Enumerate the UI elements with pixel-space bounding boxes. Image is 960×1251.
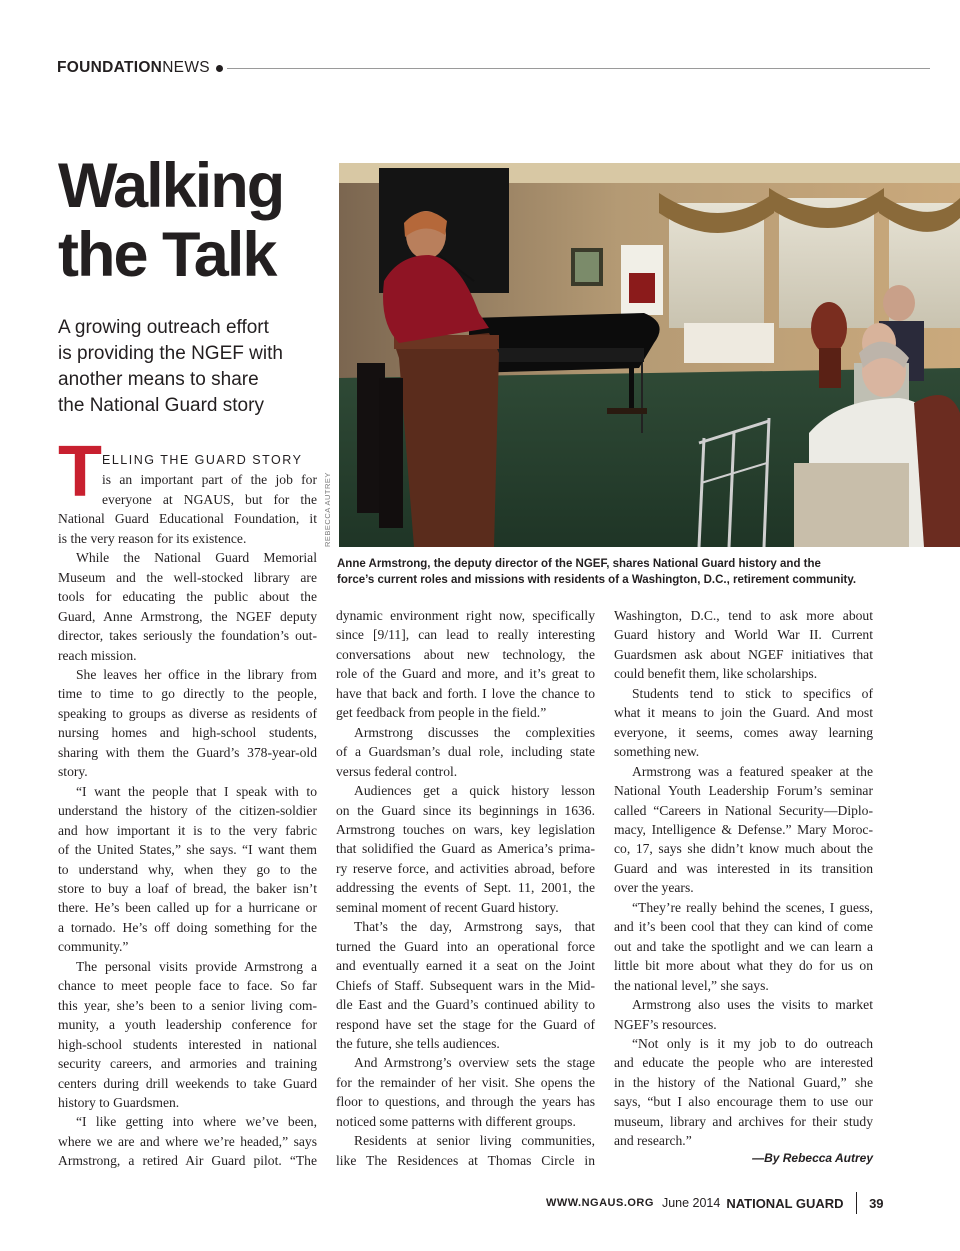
body-line: and how important it is to the very fabric bbox=[58, 822, 317, 838]
deck-line: A growing outreach effort bbox=[58, 317, 269, 338]
body-line: macy, Intelligence & Defense.” Mary Moroc- bbox=[614, 821, 873, 837]
body-line: and eventually earned it a seat on the Joint bbox=[336, 958, 595, 974]
body-line: in the history of the National Guard,” she bbox=[614, 1074, 873, 1090]
body-line: Armstrong discusses the complexities bbox=[354, 724, 595, 740]
body-line: respond have set the stage for the Guard of bbox=[336, 1016, 595, 1032]
body-line: “They’re really behind the scenes, I guess, bbox=[632, 899, 873, 915]
deck-line: another means to share bbox=[58, 369, 259, 390]
body-line: high-school students interested in national bbox=[58, 1036, 317, 1052]
drop-cap: T bbox=[58, 432, 102, 512]
photo-credit: REBECCA AUTREY bbox=[323, 472, 332, 547]
body-line: Students tend to stick to specifics of bbox=[632, 685, 873, 701]
section-label-light: NEWS bbox=[162, 59, 210, 76]
body-line: over the years. bbox=[614, 880, 694, 896]
body-line: little bit more about what they do for us on bbox=[614, 958, 873, 974]
body-line: conversations about new technology, the bbox=[336, 646, 595, 662]
body-line: Museum and the well-stocked library are bbox=[58, 569, 317, 585]
body-line: time to time to go directly to the people, bbox=[58, 686, 317, 702]
body-line: could benefit them, like scholarships. bbox=[614, 666, 818, 682]
body-line: Guard history and World War II. Current bbox=[614, 627, 873, 643]
body-line: co, 17, says she didn’t know much about the bbox=[614, 841, 873, 857]
body-line: for the remainder of her visit. She opens the bbox=[336, 1074, 595, 1090]
body-line: get feedback from people in the field.” bbox=[336, 705, 547, 721]
body-line: reach mission. bbox=[58, 647, 137, 663]
body-column-1 bbox=[58, 451, 317, 1171]
body-column-2 bbox=[336, 606, 595, 1170]
body-line: ry reserve force, and activities abroad, before bbox=[336, 860, 595, 876]
body-line: dynamic environment right now, specifically bbox=[336, 608, 595, 623]
article-photo bbox=[339, 163, 960, 547]
body-line: National Youth Leadership Forum’s seminar bbox=[614, 783, 873, 799]
body-column-3 bbox=[614, 606, 873, 1151]
body-line: security careers, and armories and training bbox=[58, 1056, 317, 1072]
body-line: everyone at NGAUS, but for the bbox=[102, 491, 317, 507]
body-line: Armstrong touches on wars, key legislation bbox=[336, 821, 595, 837]
body-line: is an important part of the job for bbox=[102, 472, 317, 488]
body-line: Armstrong was a featured speaker at the bbox=[632, 763, 873, 779]
body-line: dle East and the Guard’s continued ability to bbox=[336, 997, 595, 1013]
body-line: is the very reason for its existence. bbox=[58, 530, 247, 546]
body-line: says, “but I also encourage them to use our bbox=[614, 1094, 873, 1110]
body-line: role of the Guard and more, and it’s great to bbox=[336, 666, 595, 682]
body-line: NGEF’s resources. bbox=[614, 1016, 717, 1032]
body-line: “Not only is it my job to do outreach bbox=[632, 1035, 873, 1051]
body-line: Chiefs of Staff. Subsequent wars in the Mid- bbox=[336, 977, 595, 993]
body-line: speaking to groups as diverse as residents of bbox=[58, 705, 317, 721]
body-line: The personal visits provide Armstrong a bbox=[76, 958, 317, 974]
body-line: director, takes seriously the foundation’s out- bbox=[58, 628, 317, 644]
body-line: “I like getting into where we’ve been, bbox=[76, 1114, 317, 1130]
body-line: understand the history of the citizen-soldier bbox=[58, 803, 317, 819]
caption-line: Anne Armstrong, the deputy director of the NGEF, shares National Guard history and the bbox=[337, 558, 821, 570]
body-line: floor to questions, and through the years has bbox=[336, 1094, 595, 1110]
body-line: to understand why, when they go to the bbox=[58, 861, 317, 877]
body-line: since [9/11], can lead to really interesting bbox=[336, 627, 595, 643]
body-line: Audiences get a quick history lesson bbox=[354, 783, 595, 799]
body-line: and research.” bbox=[614, 1133, 692, 1149]
body-line: there. He’s been called up for a hurricane or bbox=[58, 900, 317, 916]
body-line: Washington, D.C., tend to ask more about bbox=[614, 608, 873, 623]
deck-line: the National Guard story bbox=[58, 395, 264, 416]
body-line: that solidified the Guard as America’s prima- bbox=[336, 841, 595, 857]
footer-url[interactable]: WWW.NGAUS.ORG bbox=[546, 1197, 654, 1209]
footer-divider bbox=[856, 1192, 858, 1214]
body-line: everyone, it seems, comes away learning bbox=[614, 724, 873, 740]
body-line: out and take the spotlight and we can learn a bbox=[614, 938, 873, 954]
bullet-dot-icon bbox=[216, 65, 223, 72]
body-line: what it means to join the Guard. And most bbox=[614, 705, 873, 721]
page-footer bbox=[546, 1192, 884, 1214]
headline-line: Walking bbox=[58, 151, 284, 221]
body-line: versus federal control. bbox=[336, 763, 458, 779]
section-header bbox=[57, 58, 930, 78]
body-line: And Armstrong’s overview sets the stage bbox=[354, 1055, 595, 1071]
body-line: centers during drill weekends to take Guard bbox=[58, 1075, 317, 1091]
body-line: history to Guardsmen. bbox=[58, 1094, 180, 1110]
body-line: tools for educating the public about the bbox=[58, 589, 317, 605]
body-line: Residents at senior living communities, bbox=[354, 1133, 595, 1149]
byline: —By Rebecca Autrey bbox=[752, 1151, 873, 1165]
body-line: and it’s been cool that they can kind of come bbox=[614, 919, 873, 935]
headline bbox=[58, 152, 333, 290]
photo-caption bbox=[337, 556, 897, 588]
body-line: munity, a youth leadership conference for bbox=[58, 1017, 317, 1033]
body-line: addressing the events of Sept. 11, 2001, the bbox=[336, 880, 595, 896]
body-line: National Guard Educational Foundation, it bbox=[58, 511, 317, 527]
body-line: and educate the people who are interested bbox=[614, 1055, 873, 1071]
body-line: turned the Guard into an operational force bbox=[336, 938, 595, 954]
body-line: noticed some patterns with different groups. bbox=[336, 1113, 576, 1129]
body-line: the national level,” she says. bbox=[614, 977, 769, 993]
body-line: the future, she tells audiences. bbox=[336, 1035, 500, 1051]
lead-in: ELLING THE GUARD STORY bbox=[102, 453, 303, 467]
body-line: a tornado. He’s off doing something for the bbox=[58, 919, 317, 935]
deck bbox=[58, 315, 323, 419]
body-line: called “Careers in National Security—Diplo- bbox=[614, 802, 873, 818]
body-line: Guard, Anne Armstrong, the NGEF deputy bbox=[58, 608, 317, 624]
body-line: have that back and forth. I love the chance to bbox=[336, 685, 595, 701]
deck-line: is providing the NGEF with bbox=[58, 343, 283, 364]
body-line: Guardsmen ask about NGEF initiatives that bbox=[614, 646, 873, 662]
body-line: She leaves her office in the library from bbox=[76, 666, 317, 682]
headline-line: the Talk bbox=[58, 220, 276, 290]
body-line: “I want the people that I speak with to bbox=[76, 783, 317, 799]
body-line: community.” bbox=[58, 939, 129, 955]
body-line: That’s the day, Armstrong says, that bbox=[354, 919, 595, 935]
body-line: like The Residences at Thomas Circle in bbox=[336, 1152, 595, 1168]
body-line: story. bbox=[58, 764, 88, 780]
body-line: of a Guardsman’s dual role, including state bbox=[336, 744, 595, 760]
header-rule bbox=[227, 68, 930, 69]
body-line: Armstrong, a retired Air Guard pilot. “The bbox=[58, 1153, 317, 1169]
body-line: store to buy a loaf of bread, the baker isn’t bbox=[58, 880, 317, 896]
body-line: of the United States,” she says. “I want them bbox=[58, 842, 317, 858]
body-line: chance to meet people face to face. So far bbox=[58, 978, 317, 994]
section-label-bold: FOUNDATION bbox=[57, 59, 163, 76]
body-line: where we are and where we’re headed,” says bbox=[58, 1133, 317, 1149]
page-number: 39 bbox=[869, 1195, 884, 1211]
body-line: sharing with them the Guard’s 378-year-old bbox=[58, 744, 317, 760]
body-line: Armstrong also uses the visits to market bbox=[632, 997, 873, 1013]
body-line: nursing homes and high-school students, bbox=[58, 725, 317, 741]
body-line: Guard and was interested in its transition bbox=[614, 860, 873, 876]
body-line: this year, she’s been to a senior living com- bbox=[58, 997, 317, 1013]
footer-date: June 2014 bbox=[661, 1196, 721, 1210]
footer-publication: NATIONAL GUARD bbox=[726, 1195, 844, 1211]
body-line: something new. bbox=[614, 744, 700, 760]
caption-line: force’s current roles and missions with residents of a Washington, D.C., retirement community. bbox=[337, 574, 857, 586]
body-line: seminal moment of recent Guard history. bbox=[336, 899, 559, 915]
body-line: museum, library and archives for their study bbox=[614, 1113, 873, 1129]
body-line: While the National Guard Memorial bbox=[76, 550, 317, 566]
body-line: on the Guard since its beginnings in 1636. bbox=[336, 802, 595, 818]
